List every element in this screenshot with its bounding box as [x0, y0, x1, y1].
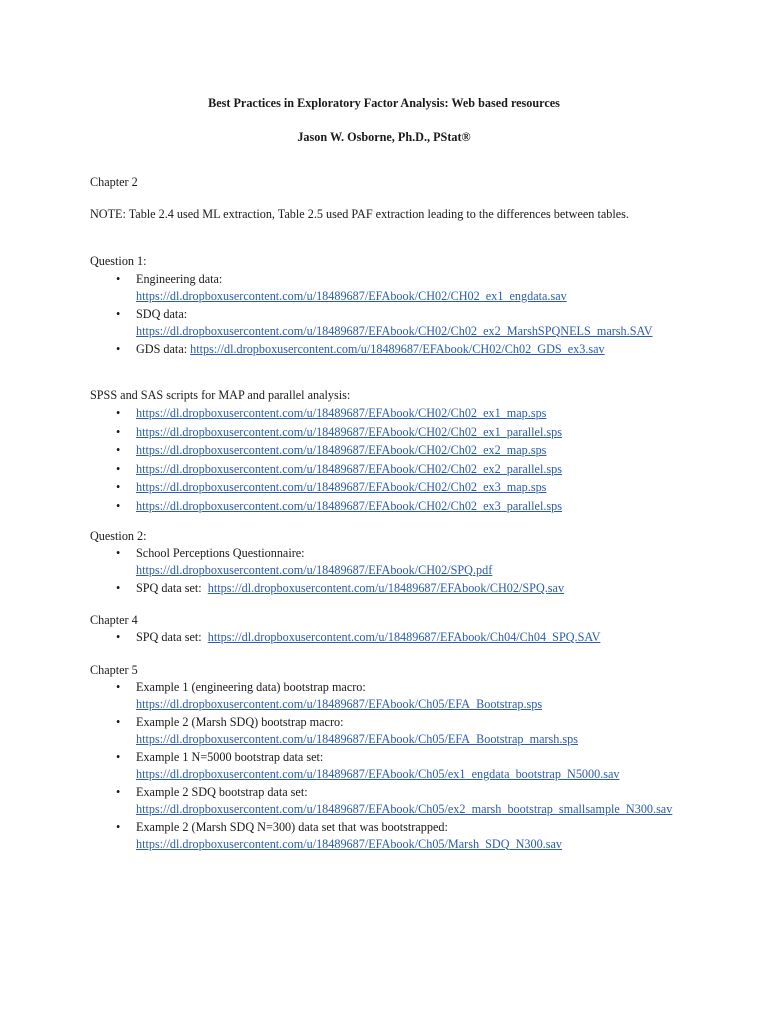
item-label: School Perceptions Questionnaire:	[136, 546, 305, 560]
question1-list	[90, 271, 690, 360]
scripts-heading: SPSS and SAS scripts for MAP and parallel analysis:	[90, 388, 351, 402]
bootstrap-macro-link[interactable]: https://dl.dropboxusercontent.com/u/18489687/EFAbook/Ch05/EFA_Bootstrap.sps	[136, 696, 543, 711]
item-label: Example 2 SDQ bootstrap data set:	[136, 785, 308, 799]
item-label: Example 2 (Marsh SDQ N=300) data set that was bootstrapped:	[136, 820, 448, 834]
document-author: Jason W. Osborne, Ph.D., PStat®	[297, 130, 471, 144]
list-item	[90, 461, 690, 478]
spq-pdf-link[interactable]: https://dl.dropboxusercontent.com/u/18489687/EFAbook/CH02/SPQ.pdf	[136, 562, 493, 577]
question2-list	[90, 545, 690, 599]
list-item	[90, 306, 690, 339]
engineering-data-link[interactable]: https://dl.dropboxusercontent.com/u/18489687/EFAbook/CH02/CH02_ex1_engdata.sav	[136, 288, 567, 303]
list-item	[90, 341, 690, 358]
bootstrap-sdq-link[interactable]: https://dl.dropboxusercontent.com/u/18489687/EFAbook/Ch05/ex2_marsh_bootstrap_smallsample_N300.sav	[136, 801, 673, 816]
item-label: Example 2 (Marsh SDQ) bootstrap macro:	[136, 715, 344, 729]
chapter2-heading: Chapter 2	[90, 175, 138, 189]
script-link[interactable]: https://dl.dropboxusercontent.com/u/18489687/EFAbook/CH02/Ch02_ex2_map.sps	[136, 443, 547, 457]
list-item	[90, 405, 690, 422]
gds-data-link[interactable]: https://dl.dropboxusercontent.com/u/18489687/EFAbook/CH02/Ch02_GDS_ex3.sav	[190, 342, 605, 356]
item-label: Example 1 N=5000 bootstrap data set:	[136, 750, 324, 764]
list-item	[90, 784, 690, 817]
chapter2-note: NOTE: Table 2.4 used ML extraction, Table 2.5 used PAF extraction leading to the differences between tables.	[90, 207, 629, 221]
item-label: Engineering data:	[136, 272, 223, 286]
item-label: SDQ data:	[136, 307, 188, 321]
list-item	[90, 479, 690, 496]
question2-heading: Question 2:	[90, 529, 147, 543]
bootstrap-marsh-macro-link[interactable]: https://dl.dropboxusercontent.com/u/18489687/EFAbook/Ch05/EFA_Bootstrap_marsh.sps	[136, 731, 579, 746]
item-label: GDS data:	[136, 342, 188, 356]
list-item	[90, 714, 690, 747]
list-item	[90, 498, 690, 515]
sdq-data-link[interactable]: https://dl.dropboxusercontent.com/u/18489687/EFAbook/CH02/Ch02_ex2_MarshSPQNELS_marsh.SAV	[136, 323, 653, 338]
question1-heading: Question 1:	[90, 254, 147, 268]
item-label: Example 1 (engineering data) bootstrap macro:	[136, 680, 366, 694]
chapter4-list	[90, 629, 690, 648]
marsh-sdq-n300-link[interactable]: https://dl.dropboxusercontent.com/u/18489687/EFAbook/Ch05/Marsh_SDQ_N300.sav	[136, 836, 562, 851]
spq-data-link[interactable]: https://dl.dropboxusercontent.com/u/18489687/EFAbook/CH02/SPQ.sav	[207, 581, 565, 595]
script-link[interactable]: https://dl.dropboxusercontent.com/u/18489687/EFAbook/CH02/Ch02_ex1_map.sps	[136, 406, 547, 420]
script-link[interactable]: https://dl.dropboxusercontent.com/u/18489687/EFAbook/CH02/Ch02_ex1_parallel.sps	[136, 424, 562, 439]
list-item	[90, 629, 690, 646]
list-item	[90, 749, 690, 782]
document-title: Best Practices in Exploratory Factor Analysis: Web based resources	[208, 96, 560, 110]
chapter4-heading: Chapter 4	[90, 613, 138, 627]
script-link[interactable]: https://dl.dropboxusercontent.com/u/18489687/EFAbook/CH02/Ch02_ex3_map.sps	[136, 480, 547, 494]
chapter5-heading: Chapter 5	[90, 663, 138, 677]
list-item	[90, 580, 690, 597]
list-item	[90, 424, 690, 441]
scripts-list	[90, 405, 690, 516]
item-label: SPQ data set:	[136, 630, 202, 644]
list-item	[90, 442, 690, 459]
item-label: SPQ data set:	[136, 581, 202, 595]
script-link[interactable]: https://dl.dropboxusercontent.com/u/18489687/EFAbook/CH02/Ch02_ex2_parallel.sps	[136, 461, 562, 476]
list-item	[90, 545, 690, 578]
script-link[interactable]: https://dl.dropboxusercontent.com/u/18489687/EFAbook/CH02/Ch02_ex3_parallel.sps	[136, 498, 562, 513]
list-item	[90, 679, 690, 712]
ch04-spq-link[interactable]: https://dl.dropboxusercontent.com/u/18489687/EFAbook/Ch04/Ch04_SPQ.SAV	[207, 630, 601, 644]
bootstrap-n5000-link[interactable]: https://dl.dropboxusercontent.com/u/18489687/EFAbook/Ch05/ex1_engdata_bootstrap_N5000.sav	[136, 766, 620, 781]
list-item	[90, 271, 690, 304]
chapter5-list	[90, 679, 690, 854]
list-item	[90, 819, 690, 852]
